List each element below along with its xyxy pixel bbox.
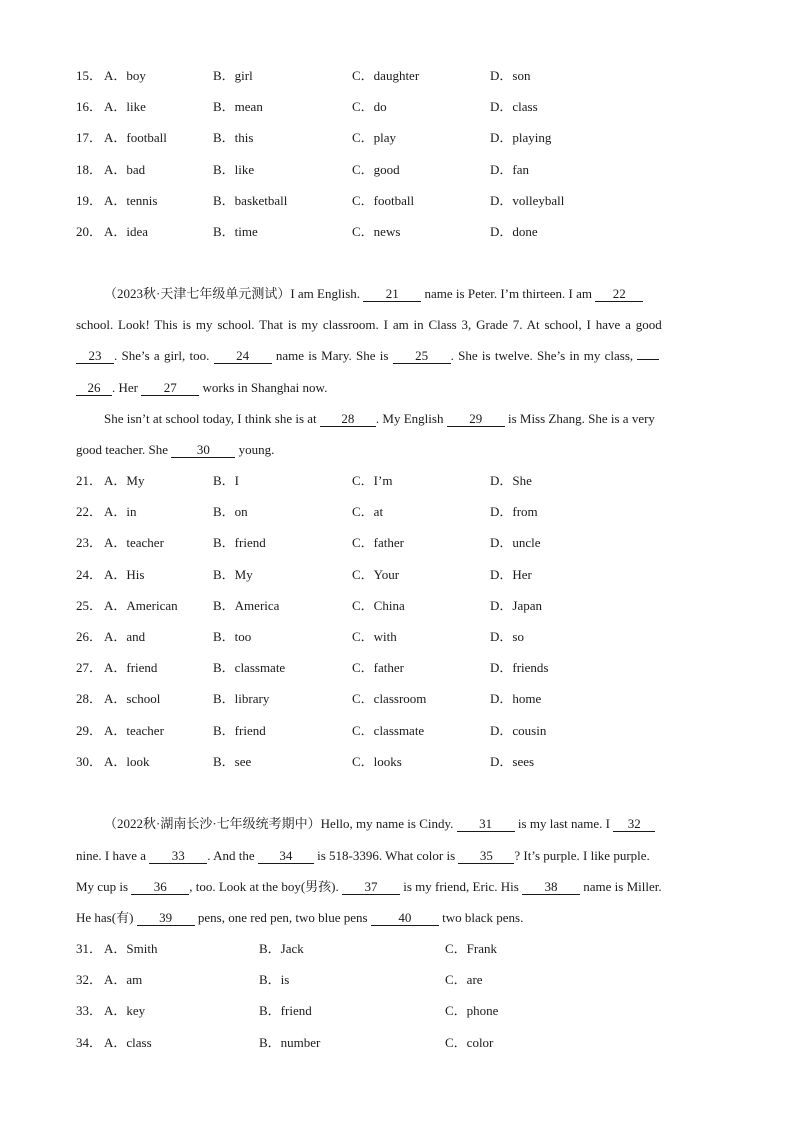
- question-number: 29．: [76, 722, 103, 738]
- option-b[interactable]: B．mean: [213, 99, 263, 115]
- passage-text: My cup is: [76, 879, 132, 894]
- passage-text: works in Shanghai now.: [199, 380, 328, 395]
- option-c[interactable]: C．at: [352, 504, 384, 520]
- passage-text: name is Mary. She is: [271, 348, 393, 363]
- option-d[interactable]: D．sees: [490, 753, 535, 769]
- passage-text: is 518-3396. What color is: [313, 848, 459, 863]
- option-a[interactable]: A．tennis: [104, 192, 158, 208]
- blank-25[interactable]: 25: [393, 348, 451, 364]
- passage-text: . And the: [207, 848, 258, 863]
- option-b[interactable]: B．this: [213, 130, 254, 146]
- question-number: 34．: [76, 1034, 103, 1050]
- passage-text: ? It’s purple. I like purple.: [514, 848, 650, 863]
- option-c[interactable]: C．Your: [352, 566, 400, 582]
- option-b[interactable]: B．on: [213, 504, 248, 520]
- option-a[interactable]: A．key: [104, 1003, 146, 1019]
- option-b[interactable]: B．time: [213, 224, 258, 239]
- option-a[interactable]: A．like: [104, 99, 146, 115]
- blank-36[interactable]: 36: [131, 879, 189, 895]
- passage-text: . She is twelve. She’s in my class,: [450, 348, 638, 363]
- blank-23[interactable]: 23: [76, 348, 114, 364]
- question-number: 31．: [76, 941, 103, 956]
- option-d[interactable]: D．done: [490, 224, 538, 239]
- option-c[interactable]: C．play: [352, 130, 397, 146]
- option-b[interactable]: B．friend: [213, 535, 266, 551]
- question-number: 33．: [76, 1003, 103, 1019]
- option-c[interactable]: C．classmate: [352, 722, 425, 738]
- option-d[interactable]: D．from: [490, 504, 538, 520]
- option-c[interactable]: C．do: [352, 99, 387, 115]
- question-number: 22．: [76, 504, 103, 520]
- option-a[interactable]: A．in: [104, 504, 137, 520]
- question-number: 19．: [76, 192, 103, 208]
- option-d[interactable]: D．Her: [490, 566, 532, 582]
- option-d[interactable]: D．so: [490, 629, 524, 644]
- option-d[interactable]: D．class: [490, 99, 538, 115]
- blank-24[interactable]: 24: [214, 348, 272, 364]
- option-c[interactable]: C．good: [352, 161, 400, 177]
- option-a[interactable]: A．and: [104, 629, 146, 644]
- option-c[interactable]: C．father: [352, 535, 404, 551]
- option-d[interactable]: D．friends: [490, 660, 549, 676]
- option-a[interactable]: A．class: [104, 1034, 152, 1050]
- passage-text: school. Look! This is my school. That is my classroom. I am in Class 3, Grade 7. At school, I have a good: [76, 317, 662, 332]
- option-b[interactable]: B．number: [259, 1034, 321, 1050]
- option-a[interactable]: A．Smith: [104, 941, 158, 956]
- passage-text: name is Peter. I’m thirteen. I am: [421, 286, 596, 301]
- passage-text: （2023秋·天津七年级单元测试）I am English.: [104, 286, 364, 301]
- blank-22[interactable]: 22: [595, 286, 643, 302]
- blank-28[interactable]: 28: [320, 411, 376, 427]
- passage-2-line-4: [76, 378, 718, 398]
- option-a[interactable]: A．boy: [104, 68, 146, 83]
- question-number: 16．: [76, 99, 103, 115]
- option-a[interactable]: A．teacher: [104, 535, 164, 551]
- option-b[interactable]: B．friend: [259, 1003, 312, 1019]
- option-d[interactable]: D．volleyball: [490, 192, 565, 208]
- passage-3-line-3: [76, 877, 718, 897]
- option-a[interactable]: A．idea: [104, 224, 149, 239]
- passage-text: is my friend, Eric. His: [399, 879, 523, 894]
- question-number: 32．: [76, 972, 103, 988]
- blank-40[interactable]: 40: [371, 910, 439, 926]
- passage-text: He has(有): [76, 910, 137, 925]
- option-c[interactable]: C．news: [352, 224, 401, 239]
- option-a[interactable]: A．football: [104, 130, 167, 146]
- option-a[interactable]: A．bad: [104, 161, 146, 177]
- blank-37[interactable]: 37: [342, 879, 400, 895]
- option-d[interactable]: D．uncle: [490, 535, 541, 551]
- question-number: 23．: [76, 535, 103, 551]
- option-a[interactable]: A．am: [104, 972, 143, 988]
- option-b[interactable]: B．I: [213, 473, 240, 488]
- passage-text: （2022秋·湖南长沙·七年级统考期中）Hello, my name is Cindy.: [104, 816, 457, 831]
- question-number: 26．: [76, 629, 103, 644]
- option-a[interactable]: A．friend: [104, 660, 158, 676]
- blank-29[interactable]: 29: [447, 411, 505, 427]
- passage-text: name is Miller.: [580, 879, 662, 894]
- passage-3-line-1: [76, 814, 718, 834]
- passage-text: , too. Look at the boy(男孩).: [189, 879, 342, 894]
- option-c[interactable]: C．color: [445, 1034, 494, 1050]
- passage-2-line-5: [76, 409, 718, 429]
- option-d[interactable]: D．son: [490, 68, 531, 83]
- blank-32[interactable]: 32: [613, 816, 655, 832]
- passage-2-line-2: [76, 315, 718, 335]
- passage-text: young.: [235, 442, 275, 457]
- option-b[interactable]: B．too: [213, 629, 252, 644]
- option-d[interactable]: D．home: [490, 691, 542, 707]
- blank-27[interactable]: 27: [141, 380, 199, 396]
- passage-2-line-3: [76, 346, 718, 366]
- blank-26[interactable]: 26: [76, 380, 112, 396]
- blank-34[interactable]: 34: [258, 848, 314, 864]
- question-number: 15．: [76, 68, 103, 83]
- option-b[interactable]: B．Jack: [259, 941, 304, 956]
- option-c[interactable]: C．classroom: [352, 691, 427, 707]
- option-b[interactable]: B．library: [213, 691, 270, 707]
- passage-3-line-4: [76, 908, 718, 928]
- option-c[interactable]: C．with: [352, 629, 397, 644]
- passage-text: nine. I have a: [76, 848, 150, 863]
- question-number: 27．: [76, 660, 103, 676]
- question-number: 25．: [76, 597, 103, 613]
- passage-text: is my last name. I: [514, 816, 614, 831]
- blank-26-start: [637, 359, 659, 360]
- option-b[interactable]: B．friend: [213, 722, 266, 738]
- passage-text: is Miss Zhang. She is a very: [504, 411, 655, 426]
- question-number: 28．: [76, 691, 103, 707]
- option-a[interactable]: A．His: [104, 566, 145, 582]
- option-c[interactable]: C．Frank: [445, 941, 498, 956]
- option-d[interactable]: D．She: [490, 473, 532, 488]
- option-b[interactable]: B．America: [213, 597, 280, 613]
- question-number: 24．: [76, 566, 103, 582]
- option-c[interactable]: C．father: [352, 660, 404, 676]
- passage-text: . She’s a girl, too.: [114, 348, 214, 363]
- option-a[interactable]: A．teacher: [104, 722, 164, 738]
- passage-3-line-2: [76, 846, 718, 866]
- passage-text: pens, one red pen, two blue pens: [194, 910, 371, 925]
- question-number: 18．: [76, 161, 103, 177]
- question-number: 30．: [76, 753, 103, 769]
- option-c[interactable]: C．China: [352, 597, 405, 613]
- option-c[interactable]: C．daughter: [352, 68, 420, 83]
- blank-39[interactable]: 39: [137, 910, 195, 926]
- option-a[interactable]: A．look: [104, 753, 150, 769]
- option-b[interactable]: B．basketball: [213, 192, 288, 208]
- option-b[interactable]: B．My: [213, 566, 253, 582]
- passage-2-line-1: [76, 284, 718, 304]
- option-b[interactable]: B．see: [213, 753, 252, 769]
- question-number: 21．: [76, 473, 103, 488]
- passage-text: . My English: [375, 411, 447, 426]
- option-b[interactable]: B．girl: [213, 68, 253, 83]
- passage-text: good teacher. She: [76, 442, 172, 457]
- option-c[interactable]: C．looks: [352, 753, 402, 769]
- option-c[interactable]: C．phone: [445, 1003, 499, 1019]
- question-number: 17．: [76, 130, 103, 146]
- option-a[interactable]: A．school: [104, 691, 161, 707]
- option-d[interactable]: D．cousin: [490, 722, 547, 738]
- blank-30[interactable]: 30: [171, 442, 235, 458]
- option-b[interactable]: B．is: [259, 972, 290, 988]
- option-d[interactable]: D．playing: [490, 130, 552, 146]
- option-b[interactable]: B．classmate: [213, 660, 286, 676]
- option-a[interactable]: A．American: [104, 597, 178, 613]
- option-a[interactable]: A．My: [104, 473, 145, 488]
- option-c[interactable]: C．football: [352, 192, 415, 208]
- option-b[interactable]: B．like: [213, 161, 255, 177]
- passage-text: two black pens.: [438, 910, 524, 925]
- blank-33[interactable]: 33: [149, 848, 207, 864]
- passage-text: . Her: [112, 380, 142, 395]
- option-c[interactable]: C．I’m: [352, 473, 393, 488]
- option-d[interactable]: D．Japan: [490, 597, 542, 613]
- option-d[interactable]: D．fan: [490, 161, 529, 177]
- passage-2-line-6: [76, 440, 718, 460]
- option-c[interactable]: C．are: [445, 972, 483, 988]
- passage-text: She isn’t at school today, I think she is at: [104, 411, 320, 426]
- blank-38[interactable]: 38: [522, 879, 580, 895]
- question-number: 20．: [76, 224, 103, 239]
- blank-35[interactable]: 35: [458, 848, 514, 864]
- blank-31[interactable]: 31: [457, 816, 515, 832]
- blank-21[interactable]: 21: [363, 286, 421, 302]
